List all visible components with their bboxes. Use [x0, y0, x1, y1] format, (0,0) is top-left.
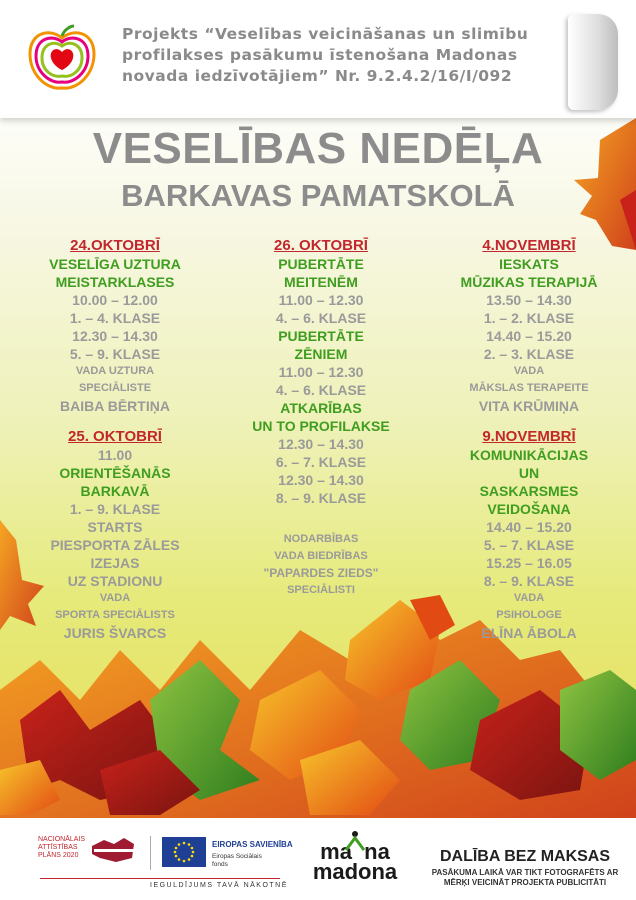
banner-line-2: profilakses pasākumu īstenošana Madonas [122, 46, 518, 64]
event-class: 2. – 3. KLASE [483, 346, 575, 362]
schedule-column-3 [444, 236, 614, 642]
apple-logo-icon [24, 24, 100, 94]
event-title: VEIDOŠANA [487, 501, 571, 517]
photo-note-line: MĒRĶI VEICINĀT PROJEKTA PUBLICITĀTI [443, 878, 607, 887]
event-class: 4. – 6. KLASE [275, 382, 367, 398]
event-time: 10.00 – 12.00 [72, 292, 158, 308]
photo-note [430, 868, 620, 888]
madona-logo-line: ma na [320, 839, 390, 864]
eu-fund-line: Eiropas Sociālais [212, 853, 262, 860]
eu-fund-line: fonds [212, 861, 228, 868]
event-title: BARKAVĀ [80, 483, 150, 499]
event-person: JURIS ŠVARCS [63, 625, 167, 641]
schedule-column-2 [236, 236, 406, 599]
event-time: 12.30 – 14.30 [278, 472, 364, 488]
event-date: 24.OKTOBRĪ [70, 237, 160, 254]
event-class: 5. – 7. KLASE [483, 537, 575, 553]
event-date: 9.NOVEMBRĪ [482, 428, 576, 445]
event-lead: VADA [99, 592, 131, 604]
event-title: IESKATS [499, 256, 559, 272]
divider [150, 836, 151, 870]
event-title: UN TO PROFILAKSE [252, 418, 390, 434]
event-time: 15.25 – 16.05 [486, 555, 572, 571]
event-lead: SPECIĀLISTI [287, 584, 355, 596]
event-class: 1. – 2. KLASE [483, 310, 575, 326]
event-person: ELĪNA ĀBOLA [481, 625, 577, 641]
banner-line-3: novada iedzīvotājiem” Nr. 9.2.4.2/16/I/092 [122, 67, 513, 85]
event-class: 8. – 9. KLASE [483, 573, 575, 589]
banner-line-1: Projekts “Veselības veicināšanas un slimību [122, 25, 529, 43]
event-title: UN [518, 465, 540, 481]
event-title: SASKARSMES [479, 483, 579, 499]
event-time: 11.00 [97, 447, 133, 463]
event-lead: VADA [513, 365, 545, 377]
event-date: 25. OKTOBRĪ [68, 428, 162, 445]
event-lead: SPORTA SPECIĀLISTS [55, 609, 175, 621]
nap-line: PLĀNS 2020 [38, 852, 79, 859]
nap-line: ATTĪSTĪBAS [38, 844, 78, 851]
event-class: 1. – 4. KLASE [69, 310, 161, 326]
event-title: ZĒNIEM [294, 346, 348, 362]
event-lead: "PAPARDES ZIEDS" [263, 566, 379, 580]
event-class: 1. – 9. KLASE [69, 501, 161, 517]
event-title: KOMUNIKĀCIJAS [469, 447, 589, 463]
event-time: 11.00 – 12.30 [278, 292, 364, 308]
event-class: 8. – 9. KLASE [275, 490, 367, 506]
event-lead: VADA UZTURA [75, 365, 155, 377]
eu-fund-label [212, 853, 282, 869]
event-date: 4.NOVEMBRĪ [482, 237, 576, 254]
nap-line: NACIONĀLAIS [38, 836, 86, 843]
latvia-map-icon [90, 836, 136, 864]
event-title: VESELĪGA UZTURA [49, 256, 181, 272]
event-time: 13.50 – 14.30 [486, 292, 572, 308]
event-title: MŪZIKAS TERAPIJĀ [460, 274, 598, 290]
madona-logo-line: madona [312, 859, 398, 884]
schedule-column-1 [30, 236, 200, 642]
madona-logo [300, 839, 410, 884]
event-title: PUBERTĀTE [278, 328, 364, 344]
event-lead: SPECIĀLISTE [78, 382, 152, 394]
sub-title: BARKAVAS PAMATSKOLĀ [121, 178, 515, 213]
event-info: UZ STADIONU [67, 573, 163, 589]
event-time: 14.40 – 15.20 [486, 328, 572, 344]
event-lead: VADA [513, 592, 545, 604]
invest-slogan: IEGULDĪJUMS TAVĀ NĀKOTNĒ [150, 882, 288, 889]
event-class: 4. – 6. KLASE [275, 310, 367, 326]
nap-logo-text [38, 836, 85, 860]
divider [40, 878, 280, 879]
event-time: 12.30 – 14.30 [72, 328, 158, 344]
event-class: 6. – 7. KLASE [275, 454, 367, 470]
event-title: ATKARĪBAS [280, 400, 362, 416]
event-title: MEISTARKLASES [55, 274, 175, 290]
event-lead: NODARBĪBAS [283, 533, 359, 545]
event-title: ORIENTĒŠANĀS [59, 465, 171, 481]
free-participation: DALĪBA BEZ MAKSAS [439, 848, 611, 865]
event-time: 14.40 – 15.20 [486, 519, 572, 535]
event-info: PIESPORTA ZĀLES [50, 537, 180, 553]
photo-note-line: PASĀKUMA LAIKĀ VAR TIKT FOTOGRAFĒTS AR [431, 868, 619, 877]
event-title: MEITENĒM [284, 274, 358, 290]
event-date: 26. OKTOBRĪ [274, 237, 368, 254]
event-class: 5. – 9. KLASE [69, 346, 161, 362]
event-person: VITA KRŪMIŅA [478, 398, 580, 414]
event-time: 12.30 – 14.30 [278, 436, 364, 452]
madona-figure-icon [340, 830, 370, 852]
event-lead: MĀKSLAS TERAPEITE [469, 382, 589, 394]
event-info: STARTS [87, 519, 143, 535]
project-banner [0, 0, 636, 118]
main-title: VESELĪBAS NEDĒĻA [92, 124, 544, 173]
page-curl-decoration [568, 14, 618, 110]
eu-flag-icon [162, 837, 206, 867]
event-lead: VADA BIEDRĪBAS [274, 550, 368, 562]
event-title: PUBERTĀTE [278, 256, 364, 272]
event-lead: PSIHOLOGE [496, 609, 562, 621]
eu-label: EIROPAS SAVIENĪBA [212, 840, 293, 849]
event-person: BAIBA BĒRTIŅA [60, 398, 170, 414]
banner-text [122, 24, 562, 87]
event-info: IZEJAS [90, 555, 140, 571]
event-time: 11.00 – 12.30 [278, 364, 364, 380]
